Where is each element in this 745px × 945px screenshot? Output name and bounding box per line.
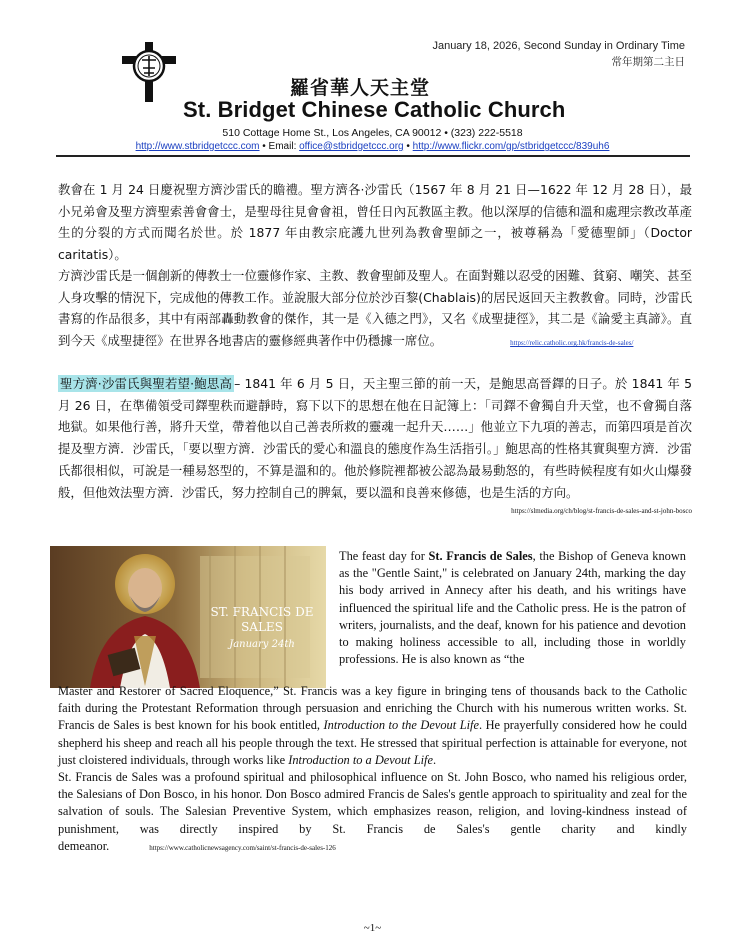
date-line: January 18, 2026, Second Sunday in Ordinary Time [432, 40, 685, 52]
article-feast-intro [58, 179, 692, 266]
paragraph: 教會在 1 月 24 日慶祝聖方濟沙雷氏的瞻禮。聖方濟各·沙雷氏（1567 年 8 月 21 日—1622 年 12 月 28 日），最小兄弟會及聖方濟聖索善會會士，是聖母往見會會祖，曾任日內瓦教區主教。他以深厚的信德和溫和處理宗教改革產生的分裂的方式而聞名於世。於 1877 年由教宗庇護九世列為教會聖師之一，被尊稱為「愛德聖師」（Doctor caritatis）。 [58, 182, 692, 263]
source-row [58, 503, 692, 517]
church-address: 510 Cottage Home St., Los Angeles, CA 90012 • (323) 222-5518 [222, 127, 523, 139]
church-name-chinese: 羅省華人天主堂 [290, 77, 431, 99]
image-caption-line2: SALES [241, 620, 283, 634]
english-article-intro [339, 548, 686, 668]
text: St. Francis de Sales was a profound spiritual and philosophical influence on St. John Bosco, who named his religious order, the Salesians of Don Bosco, in his honor. Don Bosco admired Francis de Sales's gentle approach to spirituality and zeal for the salvation of souls. The Salesian Preventive System, which emphasizes reason, religion, and loving-kindness instead of punishment, was directly inspired by St. Francis de Sales's gentle charity and kindly demeanor. [58, 770, 687, 853]
text: The feast day for [339, 549, 429, 563]
liturgical-day: 常年期第二主日 [611, 56, 685, 68]
email-label: • Email: [262, 141, 297, 152]
source-link[interactable]: https://relic.catholic.org.hk/francis-de-sales/ [510, 339, 634, 348]
article-heading: 聖方濟·沙雷氏與聖若望·鮑思高 [60, 376, 233, 391]
website-link[interactable]: http://www.stbridgetccc.com [135, 141, 260, 152]
paragraph [58, 265, 692, 355]
saint-name: St. Francis de Sales [428, 549, 533, 563]
saint-francis-image [50, 546, 326, 688]
article-francis-missionary [58, 265, 692, 355]
english-article-body [58, 683, 687, 857]
source-link[interactable]: https://www.catholicnewsagency.com/saint/st-francis-de-sales-126 [149, 843, 336, 852]
paragraph [339, 548, 686, 668]
email-link[interactable]: office@stbridgetccc.org [299, 141, 404, 152]
contact-links [0, 141, 745, 152]
text: , the Bishop of Geneva known as the "Gentle Saint," is celebrated on January 24th, marking the day his body arrived in Annecy after his death, and his writings have influenced the spiritual life and the Catholic press. He is the patron of writers, journalists, and the deaf, known for his patience and devotion to making holiness accessible to all, including those in worldly professions. He is also known as “the [339, 549, 686, 667]
church-name-english: St. Bridget Chinese Catholic Church [183, 97, 566, 122]
paragraph-text: 方濟沙雷氏是一個創新的傳教士一位靈修作家、主教、教會聖師及聖人。在面對難以忍受的困難、貧窮、嘲笑、甚至人身攻擊的情況下，完成他的傳教工作。並說服大部分位於沙百黎(Chablais)的居民返回天主教教會。同時，沙雷氏書寫的作品很多，其中有兩部轟動教會的傑作，其一是《入德之門》，又名《成聖捷徑》，其二是《論愛主真諦》。直到今天《成聖捷徑》在世界各地書店的靈修經典著作中仍穩據一席位。 [58, 268, 692, 349]
flickr-link[interactable]: http://www.flickr.com/gp/stbridgetccc/839uh6 [412, 141, 610, 152]
text: . [433, 752, 437, 767]
image-caption-line1: ST. FRANCIS DE [210, 605, 314, 619]
article-francis-bosco [58, 373, 692, 517]
header-divider [56, 155, 690, 157]
paragraph [58, 769, 687, 857]
paragraph-text: – 1841 年 6 月 5 日，天主聖三節的前一天，是鮑思高晉鐸的日子。於 1841 年 5 月 26 日，在準備領受司鐸聖秩而避靜時，寫下以下的思想在他在日記簿上：「司鐸不會獨自升天堂，也不會獨自落地獄。如果他行善，將升天堂，帶着他以自己善表所救的靈魂一起升天……」他並立下九項的善志，而第四項是首次提及聖方濟．沙雷氏，「要以聖方濟．沙雷氏的愛心和溫良的態度作為生活指引。」鮑思高的性格其實與聖方濟．沙雷氏都很相似，可說是一種易怒型的，不算是溫和的。他於修院裡都被公認為最易動怒的，有些時候程度有如火山爆發般，但他效法聖方濟．沙雷氏，努力控制自己的脾氣，要以溫和良善來修德，也是生活的方向。 [58, 376, 693, 500]
separator-bullet: • [406, 141, 410, 152]
paragraph [58, 683, 687, 769]
page-number: ~1~ [363, 922, 382, 934]
text: Master and Restorer of Sacred Eloquence,” St. Francis was a key figure in bringing tens of thousands back to the Catholic faith during the Protestant Reformation through persuasion and enriching the Church with his numerous written works. St. Francis de Sales is best known for his book entitled, [58, 684, 687, 733]
book-title: Introduction to the Devout Life [323, 718, 479, 733]
source-link[interactable]: https://slmedia.org/ch/blog/st-francis-de-sales-and-st-john-bosco [511, 507, 692, 516]
church-logo [120, 42, 178, 102]
book-title: Introduction to a Devout Life [288, 752, 434, 767]
paragraph [58, 373, 692, 503]
image-caption-line3: January 24th [229, 639, 295, 650]
text: . He prayerfully considered how he could shepherd his sheep and reach all his people through the text. He stressed that spiritual perfection is attainable for everyone, not just cloistered individuals, through works like [58, 718, 687, 767]
